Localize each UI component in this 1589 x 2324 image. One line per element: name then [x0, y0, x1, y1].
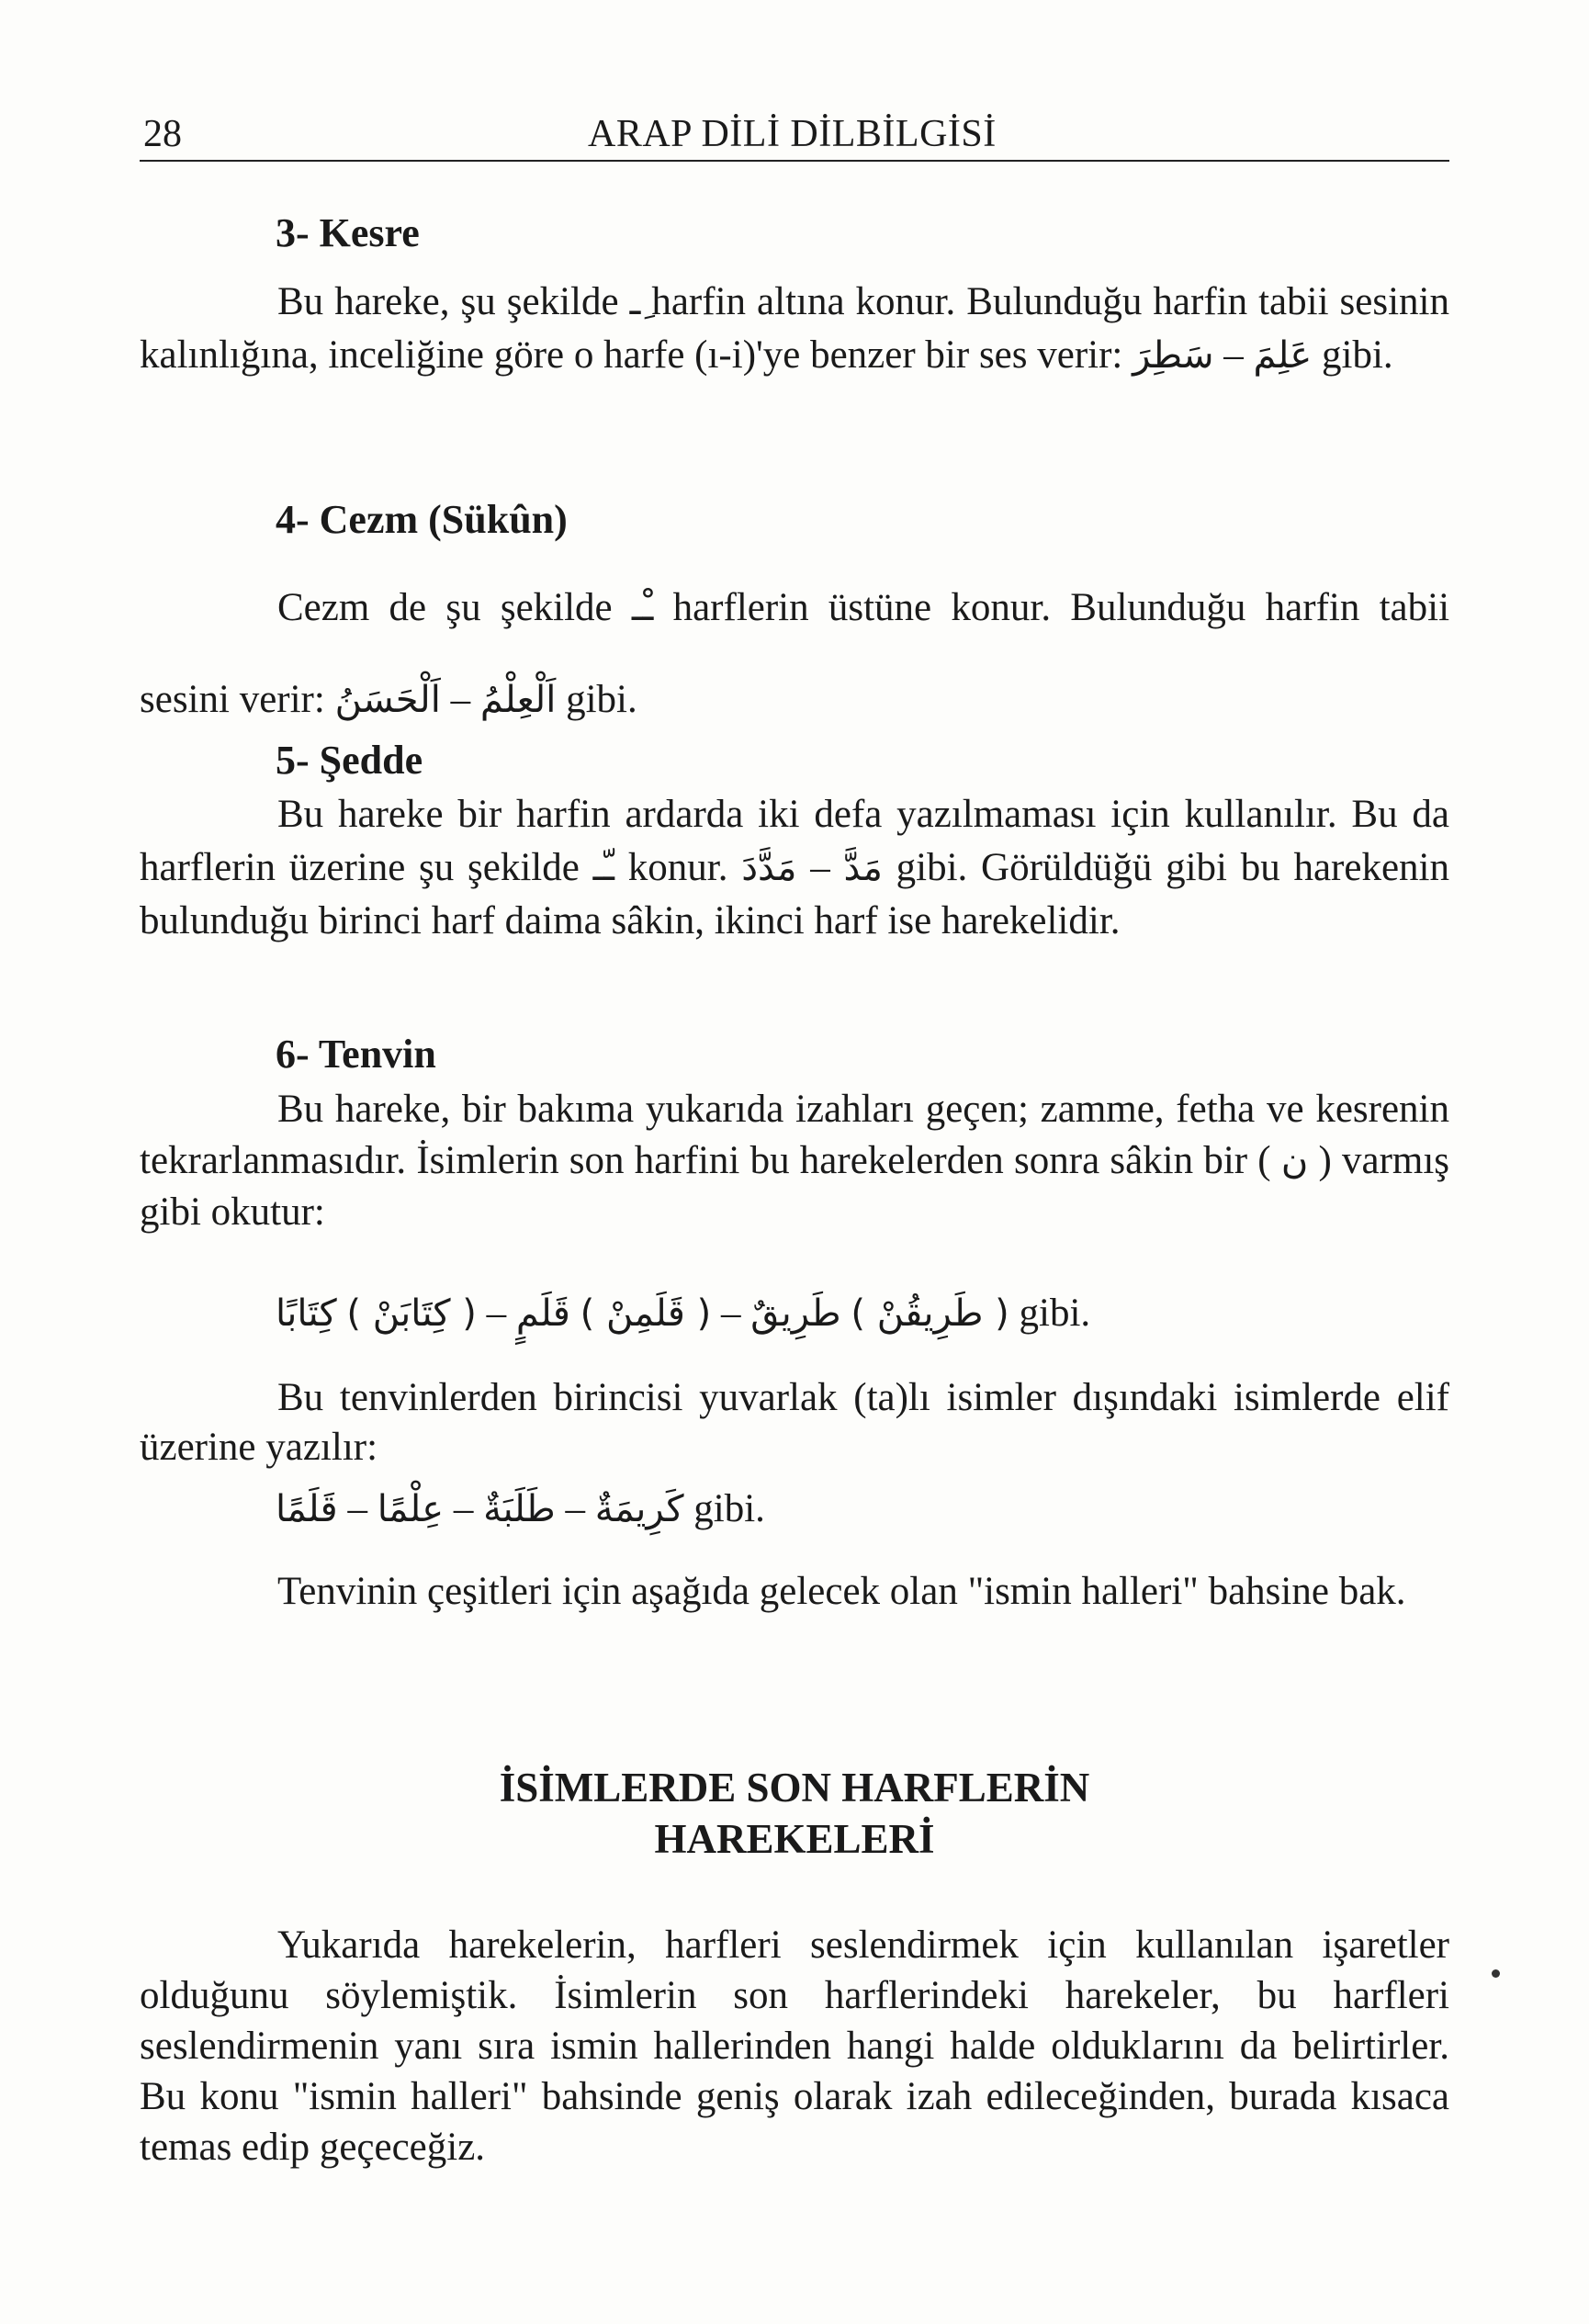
kesre-mark: ِـ	[629, 281, 641, 323]
kesre-gibi: gibi.	[1322, 333, 1393, 377]
section-title-line-1: İSİMLERDE SON HARFLERİN	[499, 1765, 1090, 1811]
section-title-line-2: HAREKELERİ	[654, 1816, 935, 1863]
tenvin-examples-row	[276, 1291, 1090, 1336]
paragraph-cezm	[140, 562, 1449, 746]
elif-dash-3: –	[565, 1487, 585, 1530]
tenvin-text-1-end: ) varmış gibi okutur:	[140, 1139, 1450, 1234]
cezm-gibi: gibi.	[566, 678, 637, 721]
cezm-dash: –	[450, 678, 471, 721]
elif-examples-gibi: gibi.	[693, 1487, 765, 1530]
tenvin-examples-gibi: gibi.	[1019, 1292, 1091, 1335]
tenvin-example-3-word: كِتَابًا	[276, 1292, 337, 1335]
heading-tenvin: 6- Tenvin	[276, 1032, 436, 1077]
running-title: ARAP DİLİ DİLBİLGİSİ	[588, 113, 997, 155]
sedde-text-3: gibi. Görüldüğü gibi bu harekenin bulunduğu birinci harf daima sâkin, ikinci harf ise harekelidir.	[140, 846, 1449, 942]
paragraph-kesre	[140, 276, 1449, 382]
heading-sedde: 5- Şedde	[276, 738, 423, 783]
kesre-example-a: سَطِرَ	[1133, 334, 1214, 377]
elif-example-4: قَلَمًا	[276, 1488, 338, 1530]
cezm-example-a: اَلْحَسَنُ	[334, 679, 441, 721]
sedde-text-2: konur.	[627, 846, 728, 889]
paragraph-tenvin-3: Tenvinin çeşitleri için aşağıda gelecek olan "ismin halleri" bahsine bak.	[277, 1570, 1406, 1613]
sedde-dash: –	[810, 846, 830, 889]
cezm-text-1: Cezm de şu şekilde	[277, 586, 613, 629]
elif-example-1: كَرِيمَةٌ	[594, 1488, 684, 1530]
page-header	[140, 108, 1449, 162]
tenvin-example-2-reading: ( قَلَمِنْ )	[580, 1292, 712, 1335]
paragraph-tenvin-1	[140, 1084, 1449, 1238]
tenvin-text-1: Bu hareke, bir bakıma yukarıda izahları geçen; zamme, fetha ve kesrenin tekrarlanmasıdır. İsimlerin son harfini bu harekelerden sonra sâkin bir (	[140, 1088, 1449, 1182]
section-title	[140, 1762, 1449, 1866]
elif-dash-1: –	[347, 1487, 367, 1530]
tenvin-example-3-reading: ( كِتَابَنْ )	[346, 1292, 477, 1335]
tenvin-dash-2: –	[720, 1292, 741, 1335]
sedde-text-1: Bu hareke bir harfin ardarda iki defa yazılmaması için kullanılır. Bu da harflerin üzerine şu şekilde	[140, 793, 1449, 889]
ink-speck	[1492, 1969, 1500, 1978]
sedde-example-a: مَدَّدَ	[741, 847, 797, 889]
cezm-text-2: harflerin üstüne konur. Bulunduğu harfin tabii sesini verir:	[140, 586, 1450, 721]
paragraph-tenvin-2: Bu tenvinlerden birincisi yuvarlak (ta)lı isimler dışındaki isimlerde elif üzerine yazılır:	[140, 1376, 1449, 1469]
sedde-example-b: مَدَّ	[843, 847, 883, 889]
page-number: 28	[143, 113, 182, 155]
kesre-text-1: Bu hareke, şu şekilde	[277, 280, 619, 323]
paragraph-sedde	[140, 788, 1449, 948]
tenvin-example-1-word: طَرِيقٌ	[750, 1292, 841, 1335]
heading-kesre: 3- Kesre	[276, 210, 420, 255]
sedde-mark: ـّـ	[592, 847, 615, 889]
tenvin-elif-examples-row	[276, 1486, 765, 1531]
heading-cezm: 4- Cezm (Sükûn)	[276, 497, 568, 542]
kesre-example-b: عَلِمَ	[1253, 334, 1313, 377]
tenvin-nun: ن	[1280, 1140, 1309, 1182]
elif-example-3: عِلْمًا	[377, 1488, 445, 1530]
cezm-mark: ـْـ	[631, 587, 654, 629]
tenvin-dash-1: –	[486, 1292, 507, 1335]
kesre-dash: –	[1223, 333, 1244, 377]
tenvin-example-1-reading: ( طَرِيقُنْ )	[851, 1292, 1009, 1335]
kesre-text-2: harfin altına konur. Bulunduğu harfin tabii sesinin kalınlığına, inceliğine göre o harfe (ı-i)'ye benzer bir ses verir:	[140, 280, 1449, 377]
tenvin-example-2-word: قَلَمٍ	[515, 1292, 570, 1335]
elif-dash-2: –	[453, 1487, 474, 1530]
elif-example-2: طَلَبَةٌ	[483, 1488, 556, 1530]
section-paragraph: Yukarıda harekelerin, harfleri seslendirmek için kullanılan işaretler olduğunu söylemiştik. İsimlerin son harflerindeki harekeler, bu harfleri seslendirmenin yanı sıra ismin hallerinden hangi halde olduklarını da belirtirler. Bu konu "ismin halleri" bahsinde geniş olarak izah edileceğinden, burada kısaca temas edip geçeceğiz.	[140, 1924, 1449, 2169]
cezm-example-b: اَلْعِلْمُ	[479, 679, 557, 721]
